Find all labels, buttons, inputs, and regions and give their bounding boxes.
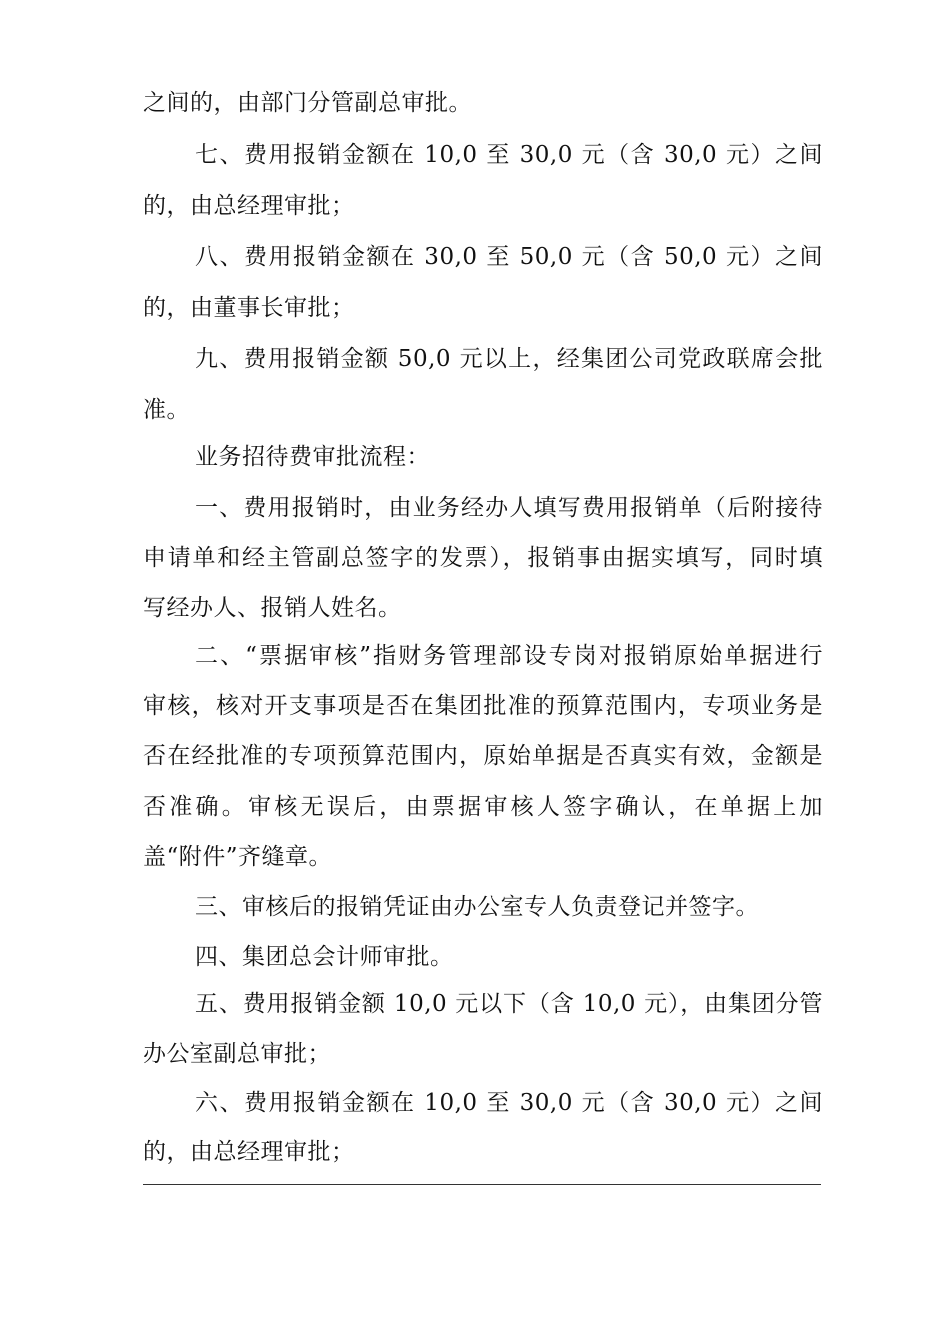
text-line: 申请单和经主管副总签字的发票），报销事由据实填写，同时填: [143, 545, 823, 571]
text-line: 一、费用报销时，由业务经办人填写费用报销单（后附接待: [195, 495, 823, 521]
text-line: 盖“附件”齐缝章。: [143, 844, 333, 870]
text-line: 七、费用报销金额在 10,0 至 30,0 元（含 30,0 元）之间: [195, 142, 823, 168]
text-line: 六、费用报销金额在 10,0 至 30,0 元（含 30,0 元）之间: [195, 1090, 823, 1116]
text-line: 的，由董事长审批；: [143, 295, 355, 321]
text-line: 的，由总经理审批；: [143, 1139, 355, 1165]
text-line: 否在经批准的专项预算范围内，原始单据是否真实有效，金额是: [143, 743, 823, 769]
text-line: 写经办人、报销人姓名。: [143, 595, 402, 621]
text-line: 二、“票据审核”指财务管理部设专岗对报销原始单据进行: [195, 643, 823, 669]
text-line: 九、费用报销金额 50,0 元以上，经集团公司党政联席会批: [195, 346, 823, 372]
text-line: 之间的，由部门分管副总审批。: [143, 90, 472, 116]
text-line: 准。: [143, 397, 190, 423]
text-line: 办公室副总审批；: [143, 1041, 331, 1067]
text-line: 五、费用报销金额 10,0 元以下（含 10,0 元），由集团分管: [195, 991, 823, 1017]
text-line: 的，由总经理审批；: [143, 193, 355, 219]
section-heading: 业务招待费审批流程：: [195, 444, 430, 470]
footer-divider: [143, 1184, 821, 1185]
text-line: 八、费用报销金额在 30,0 至 50,0 元（含 50,0 元）之间: [195, 244, 823, 270]
text-line: 否准确。审核无误后，由票据审核人签字确认，在单据上加: [143, 794, 823, 820]
text-line: 三、审核后的报销凭证由办公室专人负责登记并签字。: [195, 894, 759, 920]
text-line: 四、集团总会计师审批。: [195, 944, 454, 970]
text-line: 审核，核对开支事项是否在集团批准的预算范围内，专项业务是: [143, 693, 823, 719]
